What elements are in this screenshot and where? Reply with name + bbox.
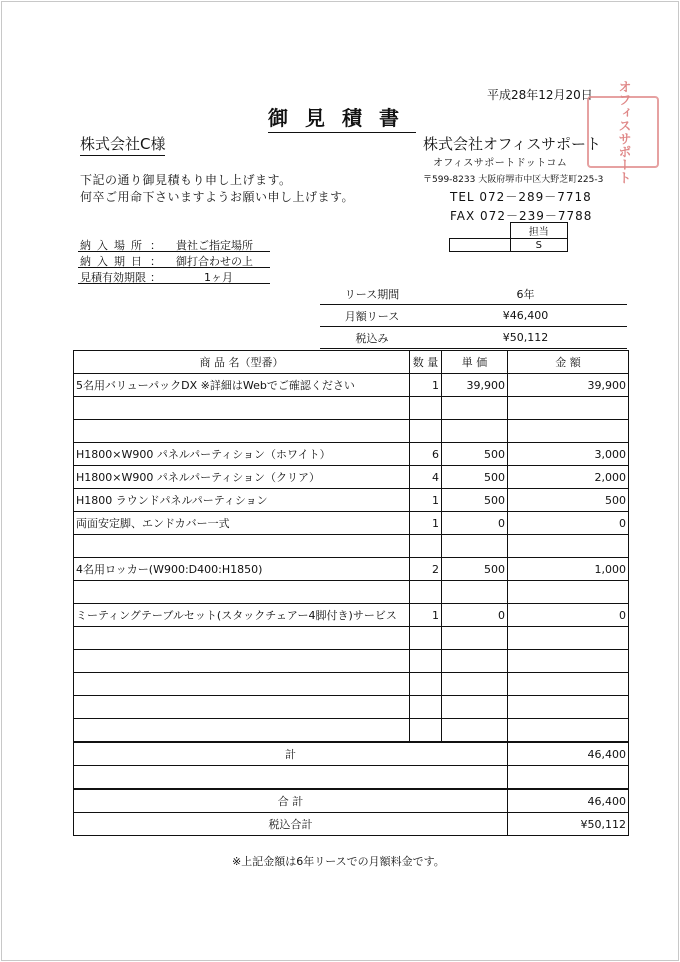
item-amount bbox=[508, 581, 629, 604]
item-amount bbox=[508, 420, 629, 443]
table-row bbox=[74, 650, 629, 673]
item-qty bbox=[410, 420, 442, 443]
item-qty bbox=[410, 650, 442, 673]
item-name: H1800×W900 パネルパーティション（ホワイト） bbox=[74, 443, 410, 466]
table-row bbox=[74, 374, 629, 397]
table-body bbox=[74, 374, 629, 743]
header-qty: 数 量 bbox=[410, 351, 442, 374]
greeting-line-2: 何卒ご用命下さいますようお願い申し上げます。 bbox=[80, 190, 355, 204]
item-amount bbox=[508, 397, 629, 420]
greeting-line-1: 下記の通り御見積もり申し上げます。 bbox=[80, 173, 292, 187]
tanto-value: S bbox=[510, 239, 568, 252]
condition-underline bbox=[78, 267, 270, 268]
item-amount: 1,000 bbox=[508, 558, 629, 581]
vendor-name: 株式会社オフィスサポート bbox=[423, 135, 602, 153]
item-amount: 3,000 bbox=[508, 443, 629, 466]
customer-name: 株式会社C様 bbox=[80, 133, 165, 156]
table-row bbox=[74, 719, 629, 743]
table-row bbox=[74, 696, 629, 719]
table-row bbox=[74, 443, 629, 466]
item-qty: 1 bbox=[410, 604, 442, 627]
item-name bbox=[74, 535, 410, 558]
table-row bbox=[74, 535, 629, 558]
item-name bbox=[74, 673, 410, 696]
subtotal-value: 46,400 bbox=[508, 742, 629, 766]
item-qty bbox=[410, 397, 442, 420]
item-qty: 6 bbox=[410, 443, 442, 466]
item-amount: 2,000 bbox=[508, 466, 629, 489]
vendor-tel: TEL 072－289－7718 bbox=[450, 190, 592, 204]
item-price: 500 bbox=[442, 443, 508, 466]
blank-row bbox=[74, 766, 629, 790]
lease-taxin-value: ¥50,112 bbox=[424, 327, 627, 349]
table-row bbox=[74, 673, 629, 696]
taxin-total-label: 税込合計 bbox=[74, 813, 508, 836]
item-qty bbox=[410, 627, 442, 650]
item-amount bbox=[508, 650, 629, 673]
vendor-address: 〒599-8233 大阪府堺市中区大野芝町225-3 bbox=[423, 175, 604, 185]
item-name bbox=[74, 650, 410, 673]
lease-period-value: 6年 bbox=[424, 283, 627, 305]
total-value: 46,400 bbox=[508, 789, 629, 813]
item-amount: 500 bbox=[508, 489, 629, 512]
item-qty: 1 bbox=[410, 489, 442, 512]
delivery-place-value: 貴社ご指定場所 bbox=[176, 239, 253, 252]
total-label: 合 計 bbox=[74, 789, 508, 813]
document-title: 御見積書 bbox=[268, 102, 416, 133]
lease-summary bbox=[320, 283, 627, 349]
table-header-row bbox=[74, 351, 629, 374]
table-row bbox=[74, 558, 629, 581]
lease-period-label: リース期間 bbox=[320, 283, 424, 305]
lease-monthly-row bbox=[320, 305, 627, 327]
delivery-date-label: 納入期日 bbox=[80, 255, 148, 268]
item-name: H1800 ラウンドパネルパーティション bbox=[74, 489, 410, 512]
item-qty: 1 bbox=[410, 512, 442, 535]
item-price bbox=[442, 397, 508, 420]
table-row bbox=[74, 604, 629, 627]
lease-taxin-label: 税込み bbox=[320, 327, 424, 349]
item-qty: 4 bbox=[410, 466, 442, 489]
condition-underline bbox=[78, 283, 270, 284]
item-name bbox=[74, 719, 410, 743]
tanto-label: 担当 bbox=[510, 223, 568, 239]
tanto-box bbox=[449, 222, 568, 252]
seal-text: オフィスサポート bbox=[615, 80, 631, 184]
item-amount bbox=[508, 696, 629, 719]
issue-date: 平成28年12月20日 bbox=[487, 88, 593, 102]
item-name: 4名用ロッカー(W900:D400:H1850) bbox=[74, 558, 410, 581]
delivery-date-value: 御打合わせの上 bbox=[176, 255, 253, 268]
table-row bbox=[74, 512, 629, 535]
header-amount: 金 額 bbox=[508, 351, 629, 374]
item-name: 5名用バリューパックDX ※詳細はWebでご確認ください bbox=[74, 374, 410, 397]
item-name bbox=[74, 581, 410, 604]
taxin-total-row bbox=[74, 813, 629, 836]
validity-value: 1ヶ月 bbox=[204, 271, 233, 284]
taxin-total-value: ¥50,112 bbox=[508, 813, 629, 836]
item-price bbox=[442, 627, 508, 650]
subtotal-label: 計 bbox=[74, 742, 508, 766]
lease-period-row bbox=[320, 283, 627, 305]
item-qty bbox=[410, 581, 442, 604]
table-row bbox=[74, 397, 629, 420]
header-price: 単 価 bbox=[442, 351, 508, 374]
item-price bbox=[442, 696, 508, 719]
item-price: 500 bbox=[442, 489, 508, 512]
table-row bbox=[74, 466, 629, 489]
delivery-place-colon: ： bbox=[150, 239, 161, 252]
item-name: H1800×W900 パネルパーティション（クリア） bbox=[74, 466, 410, 489]
item-amount bbox=[508, 673, 629, 696]
item-price: 500 bbox=[442, 558, 508, 581]
validity-label: 見積有効期限 bbox=[80, 271, 146, 284]
item-name bbox=[74, 397, 410, 420]
delivery-date-colon: ： bbox=[150, 255, 161, 268]
item-qty: 2 bbox=[410, 558, 442, 581]
item-qty bbox=[410, 535, 442, 558]
item-price bbox=[442, 535, 508, 558]
table-row bbox=[74, 420, 629, 443]
table-row bbox=[74, 489, 629, 512]
footnote: ※上記金額は6年リースでの月額料金です。 bbox=[232, 855, 445, 868]
item-amount: 0 bbox=[508, 604, 629, 627]
item-name bbox=[74, 420, 410, 443]
lease-monthly-label: 月額リース bbox=[320, 305, 424, 327]
item-qty bbox=[410, 673, 442, 696]
item-price bbox=[442, 673, 508, 696]
header-name: 商 品 名（型番） bbox=[74, 351, 410, 374]
item-price bbox=[442, 581, 508, 604]
item-name: ミーティングテーブルセット(スタックチェアー4脚付き)サービス bbox=[74, 604, 410, 627]
vendor-fax: FAX 072－239－7788 bbox=[450, 209, 593, 223]
table-row bbox=[74, 581, 629, 604]
item-qty: 1 bbox=[410, 374, 442, 397]
total-row bbox=[74, 789, 629, 813]
validity-colon: ： bbox=[150, 271, 161, 284]
item-name bbox=[74, 627, 410, 650]
delivery-place-label: 納入場所 bbox=[80, 239, 148, 252]
item-price: 39,900 bbox=[442, 374, 508, 397]
item-price bbox=[442, 420, 508, 443]
item-price bbox=[442, 719, 508, 743]
item-qty bbox=[410, 696, 442, 719]
table-row bbox=[74, 627, 629, 650]
item-price: 0 bbox=[442, 604, 508, 627]
company-seal-stamp bbox=[587, 80, 659, 184]
item-price: 500 bbox=[442, 466, 508, 489]
lease-taxin-row bbox=[320, 327, 627, 349]
item-amount bbox=[508, 535, 629, 558]
item-price bbox=[442, 650, 508, 673]
condition-underline bbox=[78, 251, 270, 252]
subtotal-row bbox=[74, 742, 629, 766]
item-name: 両面安定脚、エンドカバー一式 bbox=[74, 512, 410, 535]
item-name bbox=[74, 696, 410, 719]
item-amount: 39,900 bbox=[508, 374, 629, 397]
quote-table bbox=[73, 350, 629, 836]
item-qty bbox=[410, 719, 442, 743]
item-price: 0 bbox=[442, 512, 508, 535]
item-amount: 0 bbox=[508, 512, 629, 535]
item-amount bbox=[508, 719, 629, 743]
vendor-subtitle: オフィスサポートドットコム bbox=[433, 158, 568, 169]
item-amount bbox=[508, 627, 629, 650]
lease-monthly-value: ¥46,400 bbox=[424, 305, 627, 327]
